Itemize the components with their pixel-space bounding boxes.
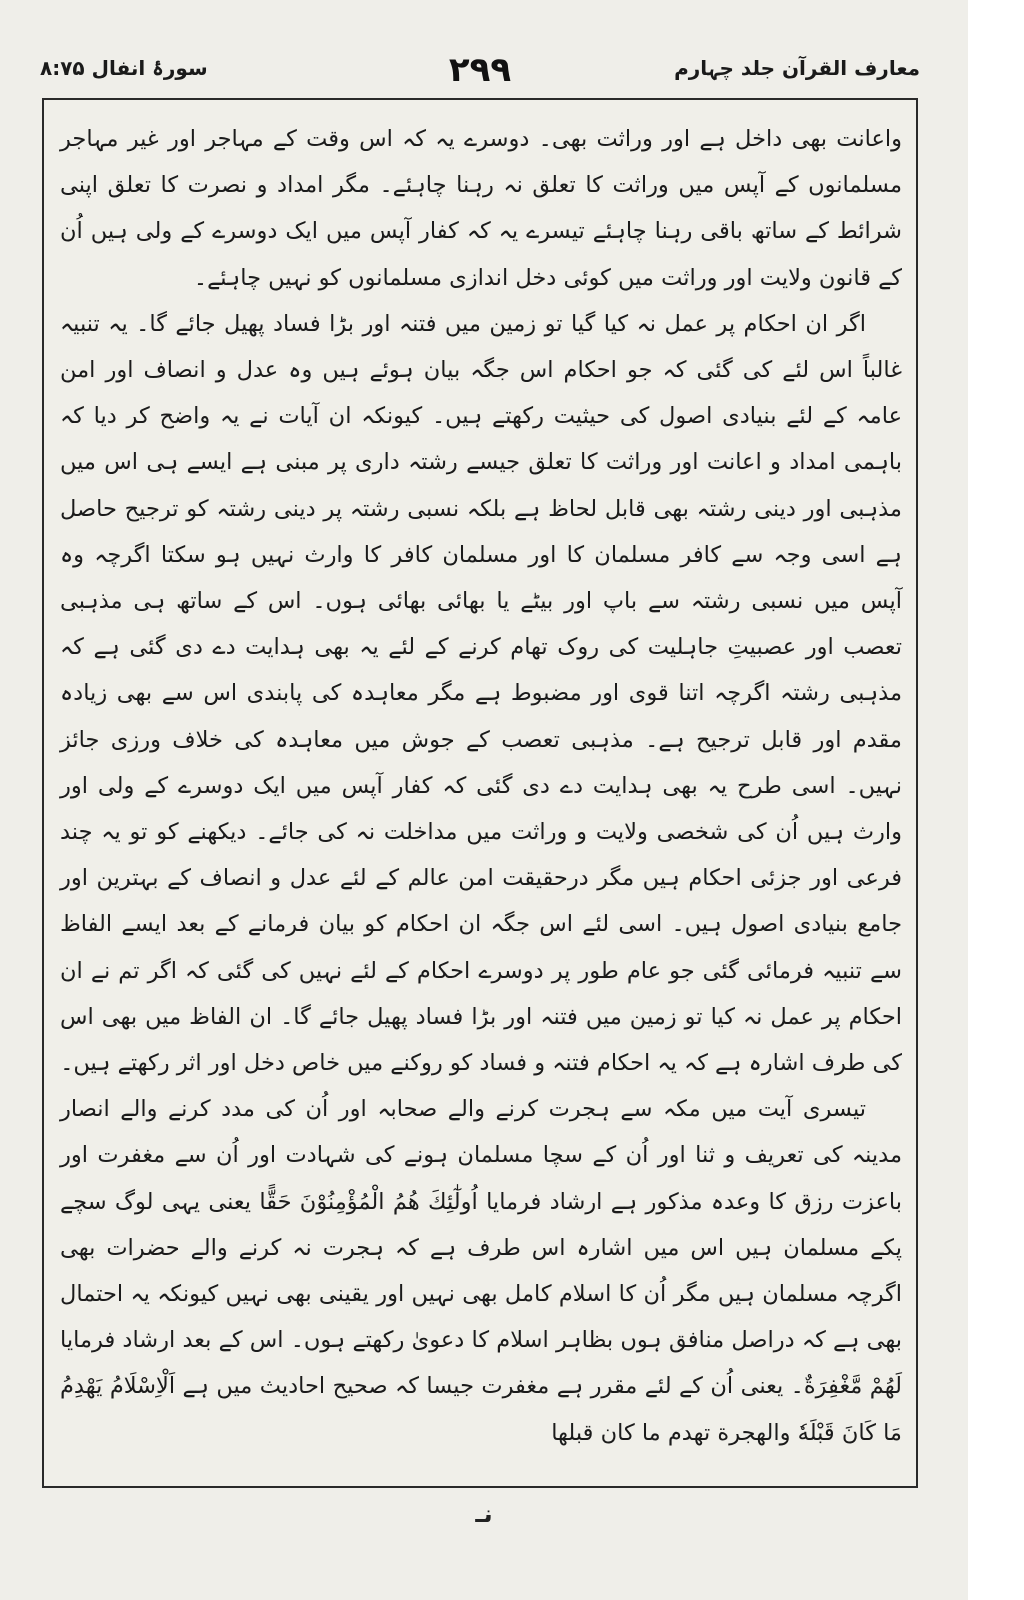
paragraph-3: تیسری آیت میں مکہ سے ہجرت کرنے والے صحابہ اور اُن کی مدد کرنے والے انصار مدینہ کی تعریف و ثنا اور اُن کے سچا مسلمان ہونے کی شہادت اور اُن سے مغفرت اور باعزت رزق کا وعدہ مذکور ہے ارشاد فرمایا اُولٰٓئِكَ هُمُ الْمُؤْمِنُوْنَ حَقًّا یعنی یہی لوگ سچے پکے مسلمان ہیں اس میں اشارہ اس طرف ہے کہ ہجرت نہ کرنے والے حضرات بھی اگرچہ مسلمان ہیں مگر اُن کا اسلام کامل بھی نہیں اور یقینی بھی نہیں کیونکہ یہ احتمال بھی ہے کہ دراصل منافق ہوں بظاہر اسلام کا دعویٰ رکھتے ہوں۔ اس کے بعد ارشاد فرمایا لَهُمْ مَّغْفِرَةٌ۔ یعنی اُن کے لئے مقرر ہے مغفرت جیسا کہ صحیح احادیث میں ہے اَلْاِسْلَامُ يَهْدِمُ مَا كَانَ قَبْلَهٗ والهجرة تهدم ما كان قبلها: [60, 1096, 902, 1446]
surah-reference: سورۂ انفال ۸:۷۵: [40, 56, 208, 80]
page-header: [40, 50, 920, 90]
page-number: ۲۹۹: [448, 50, 512, 90]
body-text: [60, 116, 902, 1456]
paragraph-2: اگر ان احکام پر عمل نہ کیا گیا تو زمین میں فتنہ اور بڑا فساد پھیل جائے گا۔ یہ تنبیہ غالباً اس لئے کی گئی کہ جو احکام اس جگہ بیان ہوئے ہیں وہ عدل و انصاف اور امن عامہ کے لئے بنیادی اصول کی حیثیت رکھتے ہیں۔ کیونکہ ان آیات نے یہ واضح کر دیا کہ باہمی امداد و اعانت اور وراثت کا تعلق جیسے رشتہ داری پر مبنی ہے ایسے ہی اس میں مذہبی اور دینی رشتہ بھی قابل لحاظ ہے بلکہ نسبی رشتہ پر دینی رشتہ کو ترجیح حاصل ہے اسی وجہ سے کافر مسلمان کا اور مسلمان کافر کا وارث نہیں ہو سکتا اگرچہ وہ آپس میں نسبی رشتہ سے باپ اور بیٹے یا بھائی بھائی ہوں۔ اس کے ساتھ ہی مذہبی تعصب اور عصبیتِ جاہلیت کی روک تھام کرنے کے لئے یہ بھی ہدایت دے دی گئی ہے کہ مذہبی رشتہ اگرچہ اتنا قوی اور مضبوط ہے مگر معاہدہ کی پابندی اس سے بھی زیادہ مقدم اور قابل ترجیح ہے۔ مذہبی تعصب کے جوش میں معاہدہ کی خلاف ورزی جائز نہیں۔ اسی طرح یہ بھی ہدایت دے دی گئی کہ کفار آپس میں ایک دوسرے کے ولی اور وارث ہیں اُن کی شخصی ولایت و وراثت میں مداخلت نہ کی جائے۔ دیکھنے کو تو یہ چند فرعی اور جزئی احکام ہیں مگر درحقیقت امن عالم کے لئے عدل و انصاف کے بہترین اور جامع بنیادی اصول ہیں۔ اسی لئے اس جگہ ان احکام کو بیان فرمانے کے بعد ایسے الفاظ سے تنبیہ فرمائی گئی جو عام طور پر دوسرے احکام کے لئے نہیں کی گئی کہ اگر تم نے ان احکام پر عمل نہ کیا تو زمین میں فتنہ اور بڑا فساد پھیل جائے گا۔ ان الفاظ میں بھی اس کی طرف اشارہ ہے کہ یہ احکام فتنہ و فساد کو روکنے میں خاص دخل اور اثر رکھتے ہیں۔: [60, 310, 902, 1077]
book-title: معارف القرآن جلد چہارم: [674, 56, 920, 80]
paragraph-1: واعانت بھی داخل ہے اور وراثت بھی۔ دوسرے یہ کہ اس وقت کے مہاجر اور غیر مہاجر مسلمانوں کے آپس میں وراثت کا تعلق نہ رہنا چاہئے۔ مگر امداد و نصرت کا تعلق اپنی شرائط کے ساتھ باقی رہنا چاہئے تیسرے یہ کہ کفار آپس میں ایک دوسرے کے ولی ہیں اُن کے قانون ولایت اور وراثت میں کوئی دخل اندازی مسلمانوں کو نہیں چاہئے۔: [60, 126, 902, 291]
text-frame: [42, 98, 918, 1488]
footer-marker: نـ: [475, 1500, 493, 1528]
